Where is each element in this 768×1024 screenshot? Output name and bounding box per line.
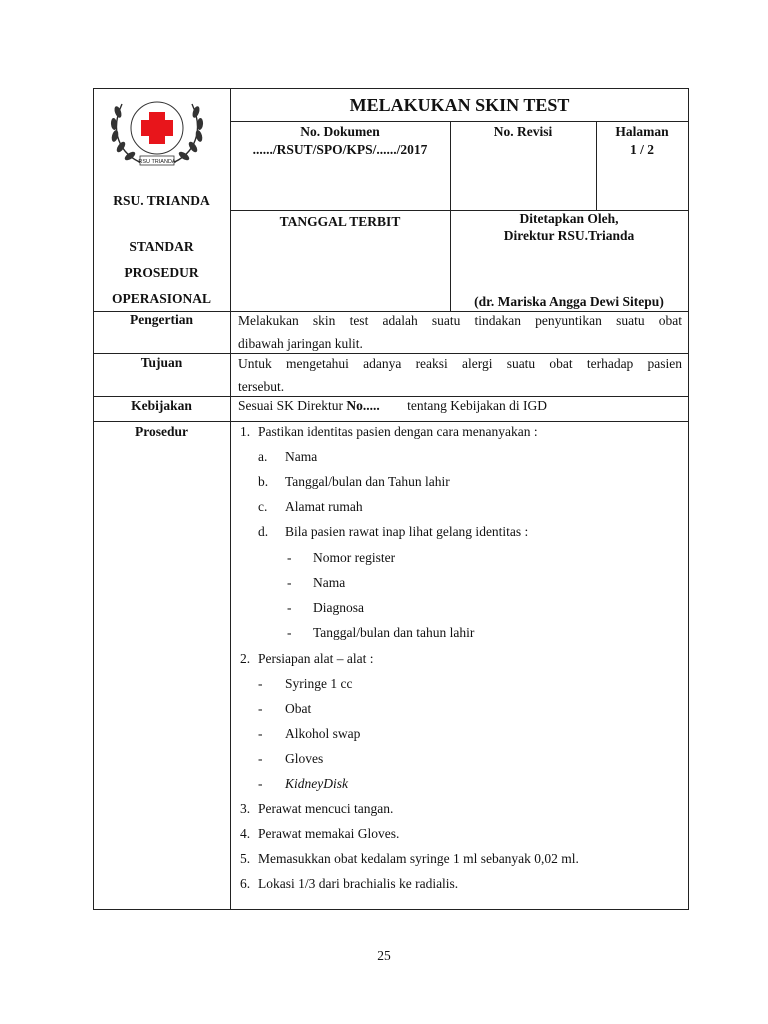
signatory-name: (dr. Mariska Angga Dewi Sitepu): [474, 294, 664, 309]
step-1-item-c: Alamat rumah: [285, 499, 363, 514]
pengertian-line1: Melakukan skin test adalah suatu tindakan penyuntikan suatu obat: [238, 313, 682, 328]
step-2-text: Persiapan alat – alat :: [258, 651, 374, 666]
step-1-sub-2: Nama: [313, 575, 346, 590]
step-2-item-4: Gloves: [285, 751, 324, 766]
kebijakan-text: [238, 398, 547, 414]
step-1-text: Pastikan identitas pasien dengan cara menanyakan :: [258, 424, 538, 439]
step-1-item-b: Tanggal/bulan dan Tahun lahir: [285, 474, 450, 489]
step-1-sub-4-marker: -: [287, 625, 292, 640]
sop-title: [93, 234, 230, 312]
divider-row-kebijakan: [93, 396, 689, 397]
no-dokumen-label: No. Dokumen: [300, 124, 380, 139]
step-6-text: Lokasi 1/3 dari brachialis ke radialis.: [258, 876, 459, 891]
no-dokumen-value: ....../RSUT/SPO/KPS/....../2017: [252, 142, 428, 157]
step-2-item-2: Obat: [285, 701, 312, 716]
table-border-top: [93, 88, 689, 89]
prosedur-label: Prosedur: [135, 424, 188, 439]
divider-col1: [230, 88, 231, 910]
step-2-item-5-marker: -: [258, 776, 263, 791]
halaman-label: Halaman: [615, 124, 669, 139]
divider-row-tujuan: [93, 353, 689, 354]
divider-title: [230, 121, 689, 122]
step-1-item-d: Bila pasien rawat inap lihat gelang identitas :: [285, 524, 529, 539]
table-border-left: [93, 88, 94, 910]
step-3-text: Perawat mencuci tangan.: [258, 801, 394, 816]
table-border-right: [688, 88, 689, 910]
step-1-item-d-marker: d.: [258, 524, 269, 539]
table-border-bottom: [93, 909, 689, 910]
step-2-item-3-marker: -: [258, 726, 263, 741]
pengertian-label: Pengertian: [130, 312, 193, 327]
step-2-item-1-marker: -: [258, 676, 263, 691]
step-1-sub-1: Nomor register: [313, 550, 396, 565]
step-2-item-3: Alkohol swap: [285, 726, 361, 741]
step-1-item-a: Nama: [285, 449, 318, 464]
step-1-sub-1-marker: -: [287, 550, 292, 565]
divider-row-prosedur: [93, 421, 689, 422]
step-4-number: 4.: [240, 826, 251, 841]
step-3-number: 3.: [240, 801, 251, 816]
pengertian-line2: dibawah jaringan kulit.: [238, 336, 363, 351]
step-1-sub-3-marker: -: [287, 600, 292, 615]
step-1-item-c-marker: c.: [258, 499, 268, 514]
step-2-item-1: Syringe 1 cc: [285, 676, 353, 691]
hospital-logo: [104, 90, 210, 170]
step-1-sub-2-marker: -: [287, 575, 292, 590]
tanggal-terbit-label: TANGGAL TERBIT: [279, 214, 401, 229]
step-1-sub-4: Tanggal/bulan dan tahun lahir: [313, 625, 475, 640]
kebijakan-pre: Sesuai SK Direktur: [238, 398, 343, 413]
kebijakan-label: Kebijakan: [131, 398, 192, 413]
step-4-text: Perawat memakai Gloves.: [258, 826, 400, 841]
step-1-sub-3: Diagnosa: [313, 600, 364, 615]
no-revisi-label: No. Revisi: [493, 124, 553, 139]
hospital-name: RSU. TRIANDA: [113, 193, 210, 208]
step-2-item-2-marker: -: [258, 701, 263, 716]
sop-line1: STANDAR: [129, 239, 194, 254]
kebijakan-no: No.....: [346, 398, 380, 413]
sop-line2: PROSEDUR: [124, 265, 199, 280]
step-1-number: 1.: [240, 424, 251, 439]
step-1-item-b-marker: b.: [258, 474, 269, 489]
halaman-value: 1 / 2: [629, 142, 654, 157]
logo-text: RSU TRIANDA: [138, 159, 176, 165]
step-5-number: 5.: [240, 851, 251, 866]
kebijakan-post: tentang Kebijakan di IGD: [407, 398, 547, 413]
step-6-number: 6.: [240, 876, 251, 891]
tujuan-line1: Untuk mengetahui adanya reaksi alergi suatu obat terhadap pasien: [238, 356, 682, 371]
tujuan-line2: tersebut.: [238, 379, 285, 394]
direktur-title: Direktur RSU.Trianda: [503, 228, 635, 243]
ditetapkan-oleh: Ditetapkan Oleh,: [519, 211, 619, 226]
step-5-text: Memasukkan obat kedalam syringe 1 ml sebanyak 0,02 ml.: [258, 851, 579, 866]
page-number: 25: [377, 948, 391, 963]
sop-line3: OPERASIONAL: [111, 291, 211, 306]
step-1-item-a-marker: a.: [258, 449, 268, 464]
step-2-number: 2.: [240, 651, 251, 666]
tujuan-label: Tujuan: [140, 355, 183, 370]
document-title: MELAKUKAN SKIN TEST: [349, 95, 570, 115]
step-2-item-5: KidneyDisk: [285, 776, 348, 791]
step-2-item-4-marker: -: [258, 751, 263, 766]
